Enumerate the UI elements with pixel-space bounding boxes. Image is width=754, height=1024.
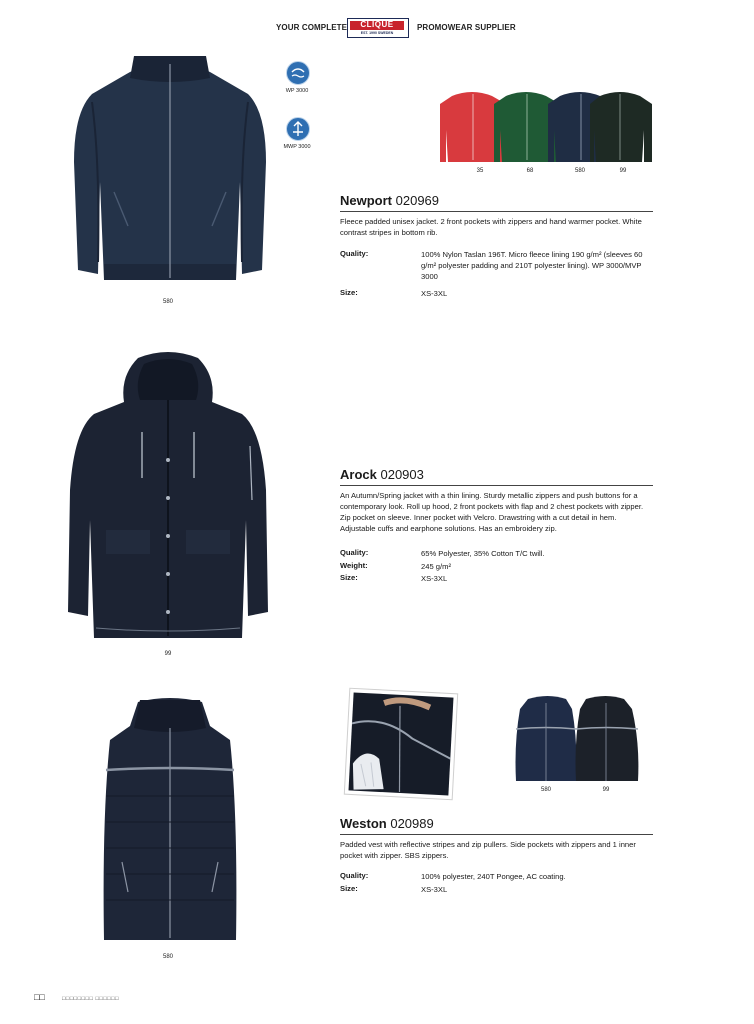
- weston-variant-code-1: 580: [540, 787, 551, 793]
- weston-name: Weston: [340, 816, 387, 831]
- weston-description: Padded vest with reflective stripes and zip pullers. Side pockets with zippers and 1 inner pocket with zipper. SBS zippers.: [340, 840, 636, 860]
- footer-text: □□□□□□□□ □□□□□□: [62, 996, 120, 1002]
- weston-quality-label: Quality:: [340, 871, 369, 880]
- arock-quality-value: 65% Polyester, 35% Cotton T/C twill.: [421, 549, 545, 558]
- clique-logo: CLIQUE EST. 1990 SWEDEN: [347, 18, 409, 38]
- newport-name: Newport: [340, 193, 392, 208]
- arock-description: An Autumn/Spring jacket with a thin lining. Sturdy metallic zippers and push buttons for a contemporary look. Roll up hood, 2 front pockets with flap and 2 chest pockets with zipper. Zip pocket on sleeve. Inner pocket with Velcro. Drawstring with a cut detail in hem. Adjustable cuffs and earphone solutions. Has an embroidery zip.: [340, 491, 644, 533]
- newport-size-value: XS-3XL: [421, 289, 448, 298]
- weston-detail-photo: [342, 686, 460, 802]
- arock-divider: [340, 485, 653, 486]
- weston-variant-code-2: 99: [602, 787, 610, 793]
- arock-main-photo: [66, 350, 270, 646]
- arock-title: [340, 467, 424, 482]
- newport-main-color-code: 580: [162, 299, 173, 305]
- weston-code: 020989: [390, 816, 434, 831]
- wp-3000-icon: [286, 61, 310, 85]
- newport-title: [340, 193, 439, 208]
- newport-variant-code-1: 35: [476, 168, 484, 174]
- newport-quality-label: Quality:: [340, 249, 369, 258]
- weston-color-variants-photo: [510, 693, 644, 783]
- arock-quality-label: Quality:: [340, 548, 369, 557]
- mwp-3000-icon: [286, 117, 310, 141]
- newport-variant-code-2: 68: [526, 168, 534, 174]
- newport-size-label: Size:: [340, 288, 358, 297]
- newport-color-variants-photo: [440, 86, 652, 164]
- arock-main-color-code: 99: [164, 651, 172, 657]
- weston-size-value: XS-3XL: [421, 885, 448, 894]
- newport-variant-code-4: 99: [619, 168, 627, 174]
- arock-name: Arock: [340, 467, 377, 482]
- header-left-text: YOUR COMPLETE: [276, 23, 348, 32]
- newport-main-photo: [70, 42, 270, 300]
- weston-divider: [340, 834, 653, 835]
- header-right-text: PROMOWEAR SUPPLIER: [417, 23, 516, 32]
- arock-weight-label: Weight:: [340, 561, 368, 570]
- weston-main-color-code: 580: [162, 954, 173, 960]
- newport-quality-value: 100% Nylon Taslan 196T. Micro fleece lining 190 g/m² (sleeves 60 g/m² polyester padding and 210T polyester lining). WP 3000/MVP 3000: [421, 250, 643, 281]
- arock-code: 020903: [380, 467, 424, 482]
- newport-variant-code-3: 580: [574, 168, 585, 174]
- weston-title: [340, 816, 434, 831]
- weston-main-photo: [98, 696, 242, 946]
- newport-description: Fleece padded unisex jacket. 2 front pockets with zippers and hand warmer pocket. White contrast stripes in bottom rib.: [340, 217, 642, 237]
- newport-divider: [340, 211, 653, 212]
- arock-size-label: Size:: [340, 573, 358, 582]
- arock-weight-value: 245 g/m²: [421, 562, 451, 571]
- arock-size-value: XS-3XL: [421, 574, 448, 583]
- weston-quality-value: 100% polyester, 240T Pongee, AC coating.: [421, 872, 566, 881]
- mwp-3000-label: MWP 3000: [283, 144, 311, 150]
- newport-code: 020969: [395, 193, 440, 208]
- page-number: □□: [34, 992, 45, 1002]
- wp-3000-label: WP 3000: [285, 88, 309, 94]
- weston-size-label: Size:: [340, 884, 358, 893]
